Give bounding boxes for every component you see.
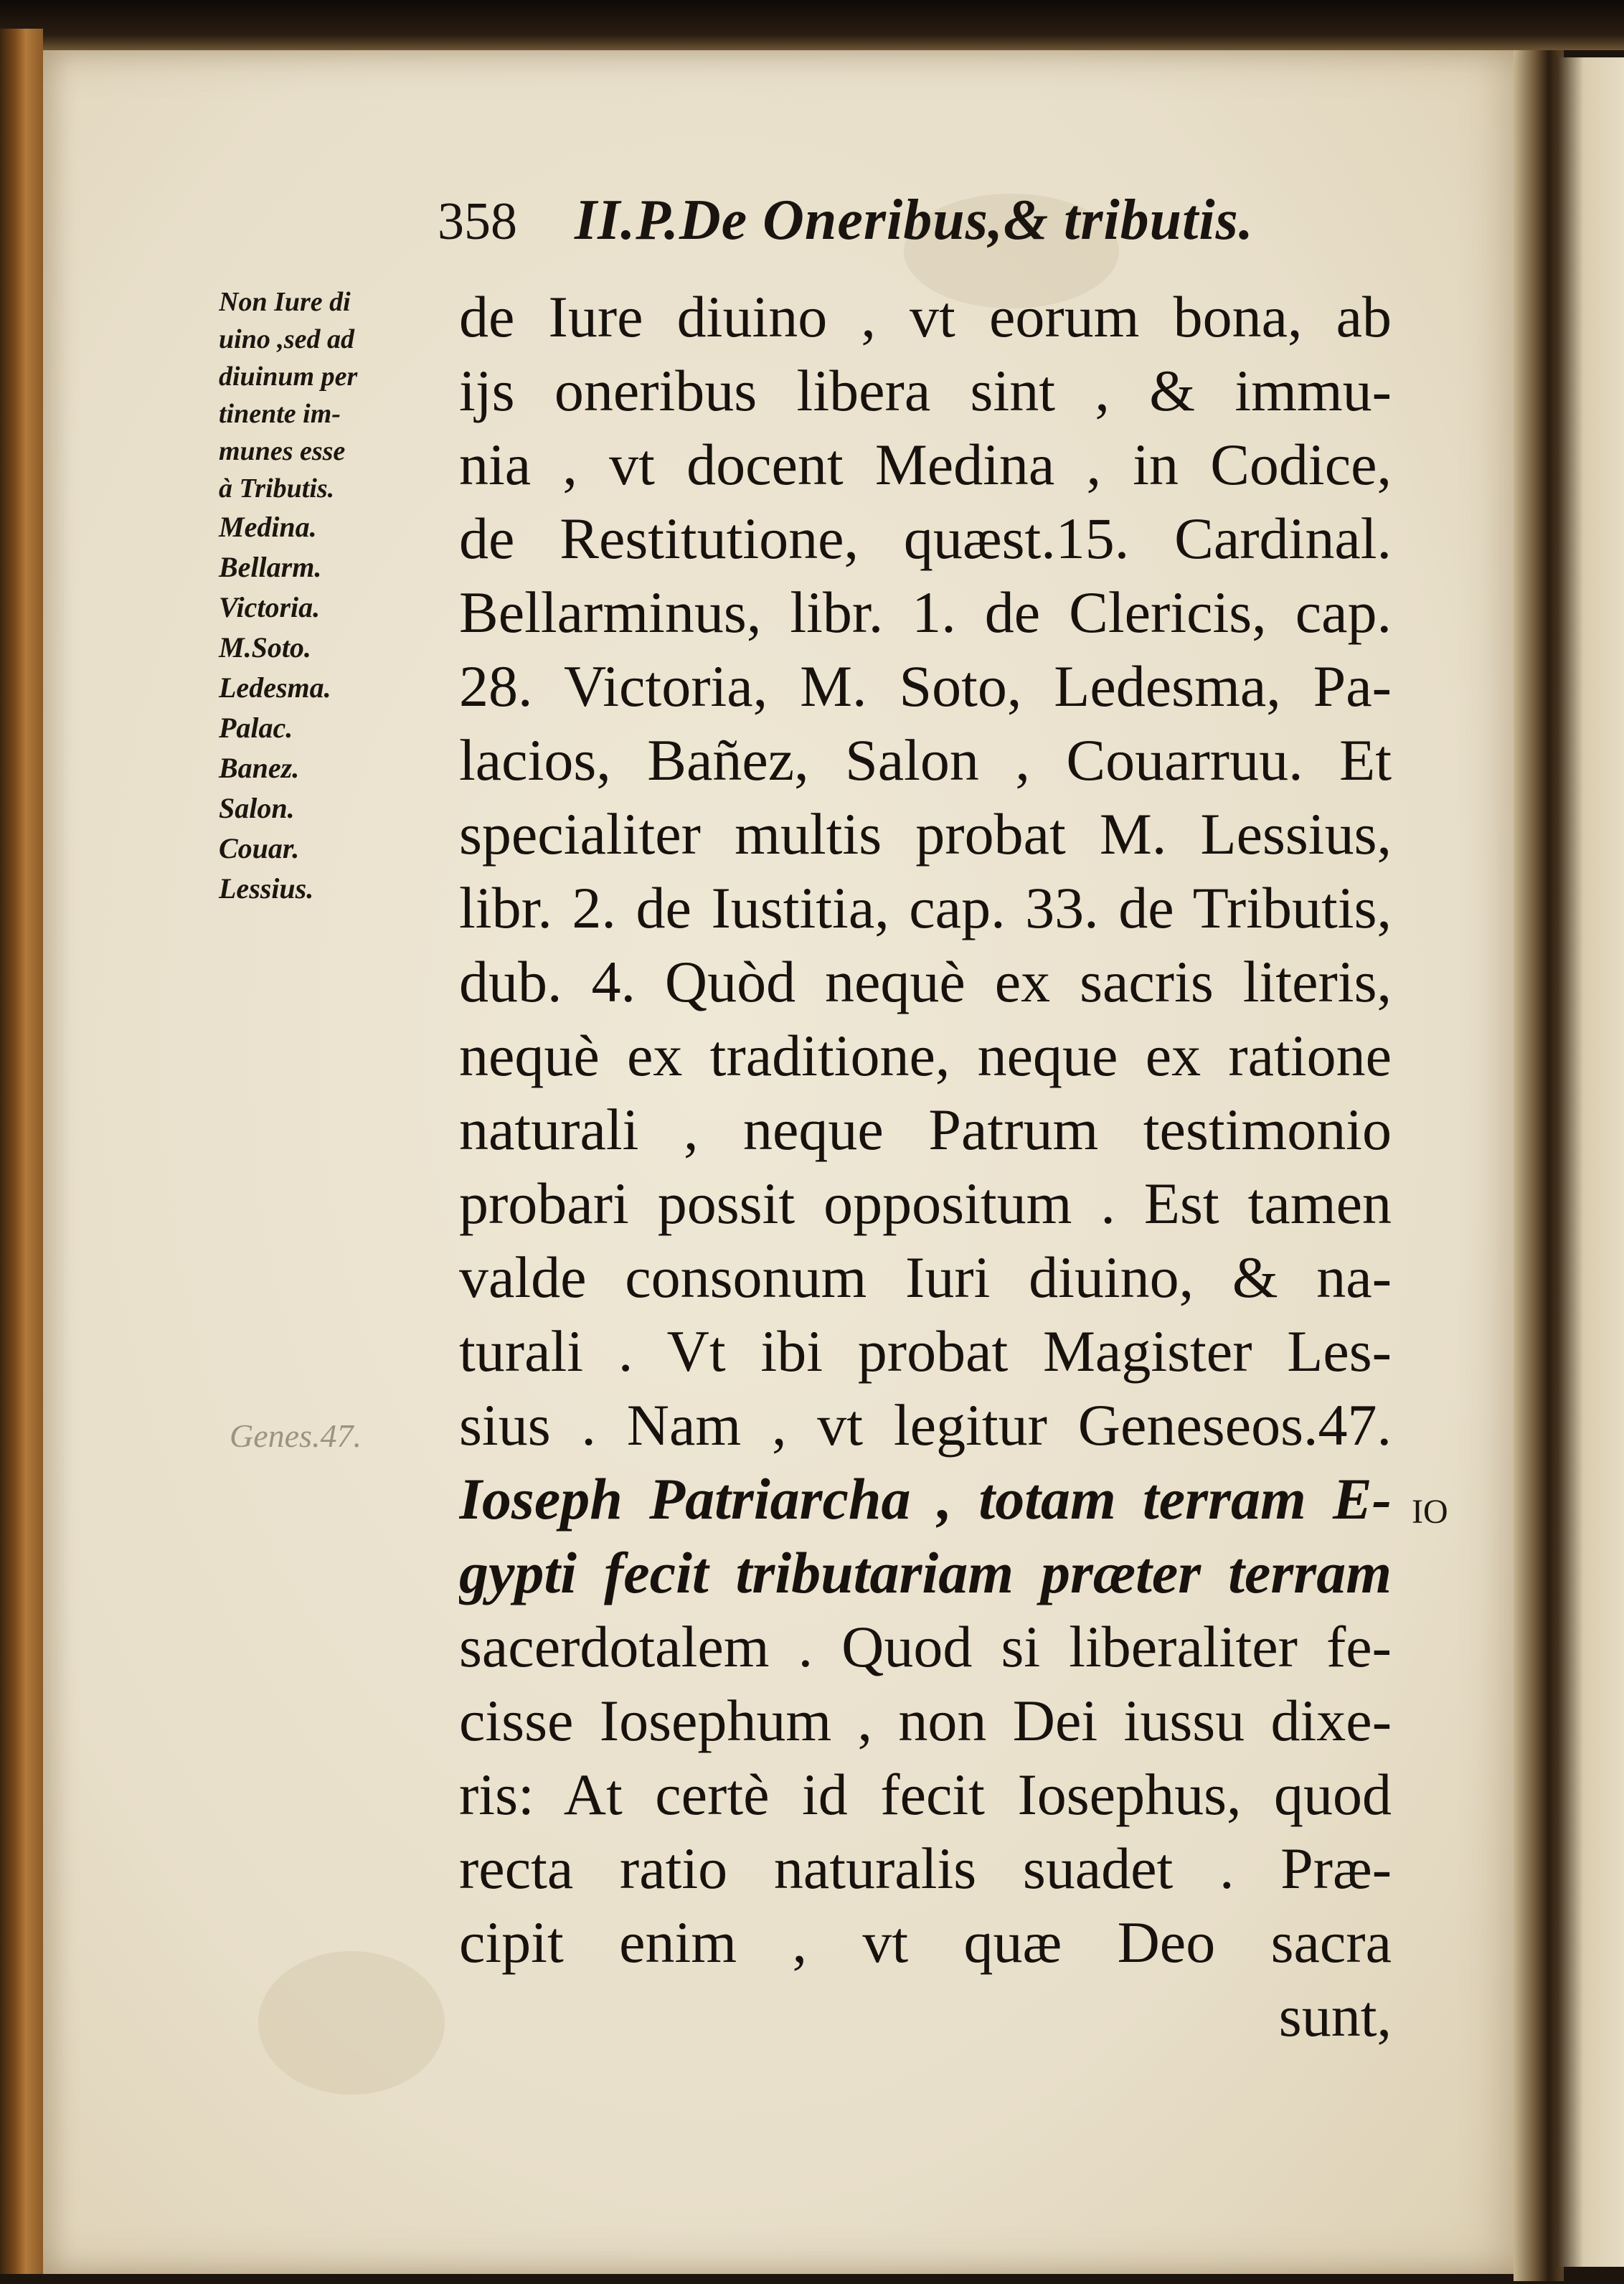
text-line: libr. 2. de Iustitia, cap. 33. de Tributis, [459,875,1392,940]
text-line: sius . Nam , vt legitur Geneseos.47. [459,1392,1392,1458]
text-line: turali . Vt ibi probat Magister Les- [459,1318,1392,1384]
text-line: dub. 4. Quòd nequè ex sacris literis, [459,949,1392,1014]
catchword-line: sunt, [1278,1983,1392,2049]
text-line: ris: At certè id fecit Iosephus, quod [459,1762,1392,1827]
margin-note-line: uino ,sed ad [219,324,354,354]
margin-author-name: Palac. [219,712,293,744]
text-line: lacios, Bañez, Salon , Couarruu. Et [459,727,1392,793]
margin-author-name: Victoria. [219,591,321,623]
text-line: ijs oneribus libera sint , & immu- [459,358,1392,423]
running-title: II.P.De Oneribus,& tributis. [575,189,1254,252]
margin-author-name: Banez. [219,752,300,784]
quoted-text-line: Ioseph Patriarcha , totam terram E- [459,1466,1392,1532]
text-line: de Iure diuino , vt eorum bona, ab [459,284,1392,349]
text-line: cisse Iosephum , non Dei iussu dixe- [459,1688,1392,1753]
text-line: specialiter multis probat M. Lessius, [459,801,1392,867]
text-line: 28. Victoria, M. Soto, Ledesma, Pa- [459,653,1392,719]
text-line: nia , vt docent Medina , in Codice, [459,432,1392,497]
signature-mark: IO [1412,1493,1448,1531]
margin-author-name: Salon. [219,792,295,824]
text-line: naturali , neque Patrum testimonio [459,1097,1392,1162]
margin-author-name: Bellarm. [219,551,322,583]
text-line: recta ratio naturalis suadet . Præ- [459,1836,1392,1901]
margin-author-name: M.Soto. [219,631,311,664]
margin-note-line: diuinum per [219,362,358,392]
paper-stain [258,1951,445,2095]
text-line: de Restitutione, quæst.15. Cardinal. [459,506,1392,571]
margin-note-line: Non Iure di [219,287,351,317]
margin-author-name: Medina. [219,511,317,543]
margin-note-line: tinente im- [219,399,341,429]
margin-note-line: à Tributis. [219,473,335,504]
page-number: 358 [438,192,517,251]
text-line: nequè ex traditione, neque ex ratione [459,1023,1392,1088]
text-line: sacerdotalem . Quod si liberaliter fe- [459,1614,1392,1679]
margin-author-name: Lessius. [219,872,314,905]
margin-notes [219,283,427,909]
margin-reference: Genes.47. [230,1417,362,1454]
text-line: probari possit oppositum . Est tamen [459,1171,1392,1236]
facing-page-edge [1557,57,1624,2267]
text-line: valde consonum Iuri diuino, & na- [459,1245,1392,1310]
quoted-text-line: gypti fecit tributariam præter terram [459,1540,1392,1605]
text-line: Bellarminus, libr. 1. de Clericis, cap. [459,580,1392,645]
book-top-edge [0,0,1624,50]
margin-author-name: Ledesma. [219,671,331,704]
margin-note-line: munes esse [219,436,346,466]
margin-author-name: Couar. [219,832,300,864]
main-text-block [459,280,1392,2053]
text-line: cipit enim , vt quæ Deo sacra [459,1910,1392,1975]
book-page-edges [0,29,43,2274]
page-header [438,188,1370,260]
